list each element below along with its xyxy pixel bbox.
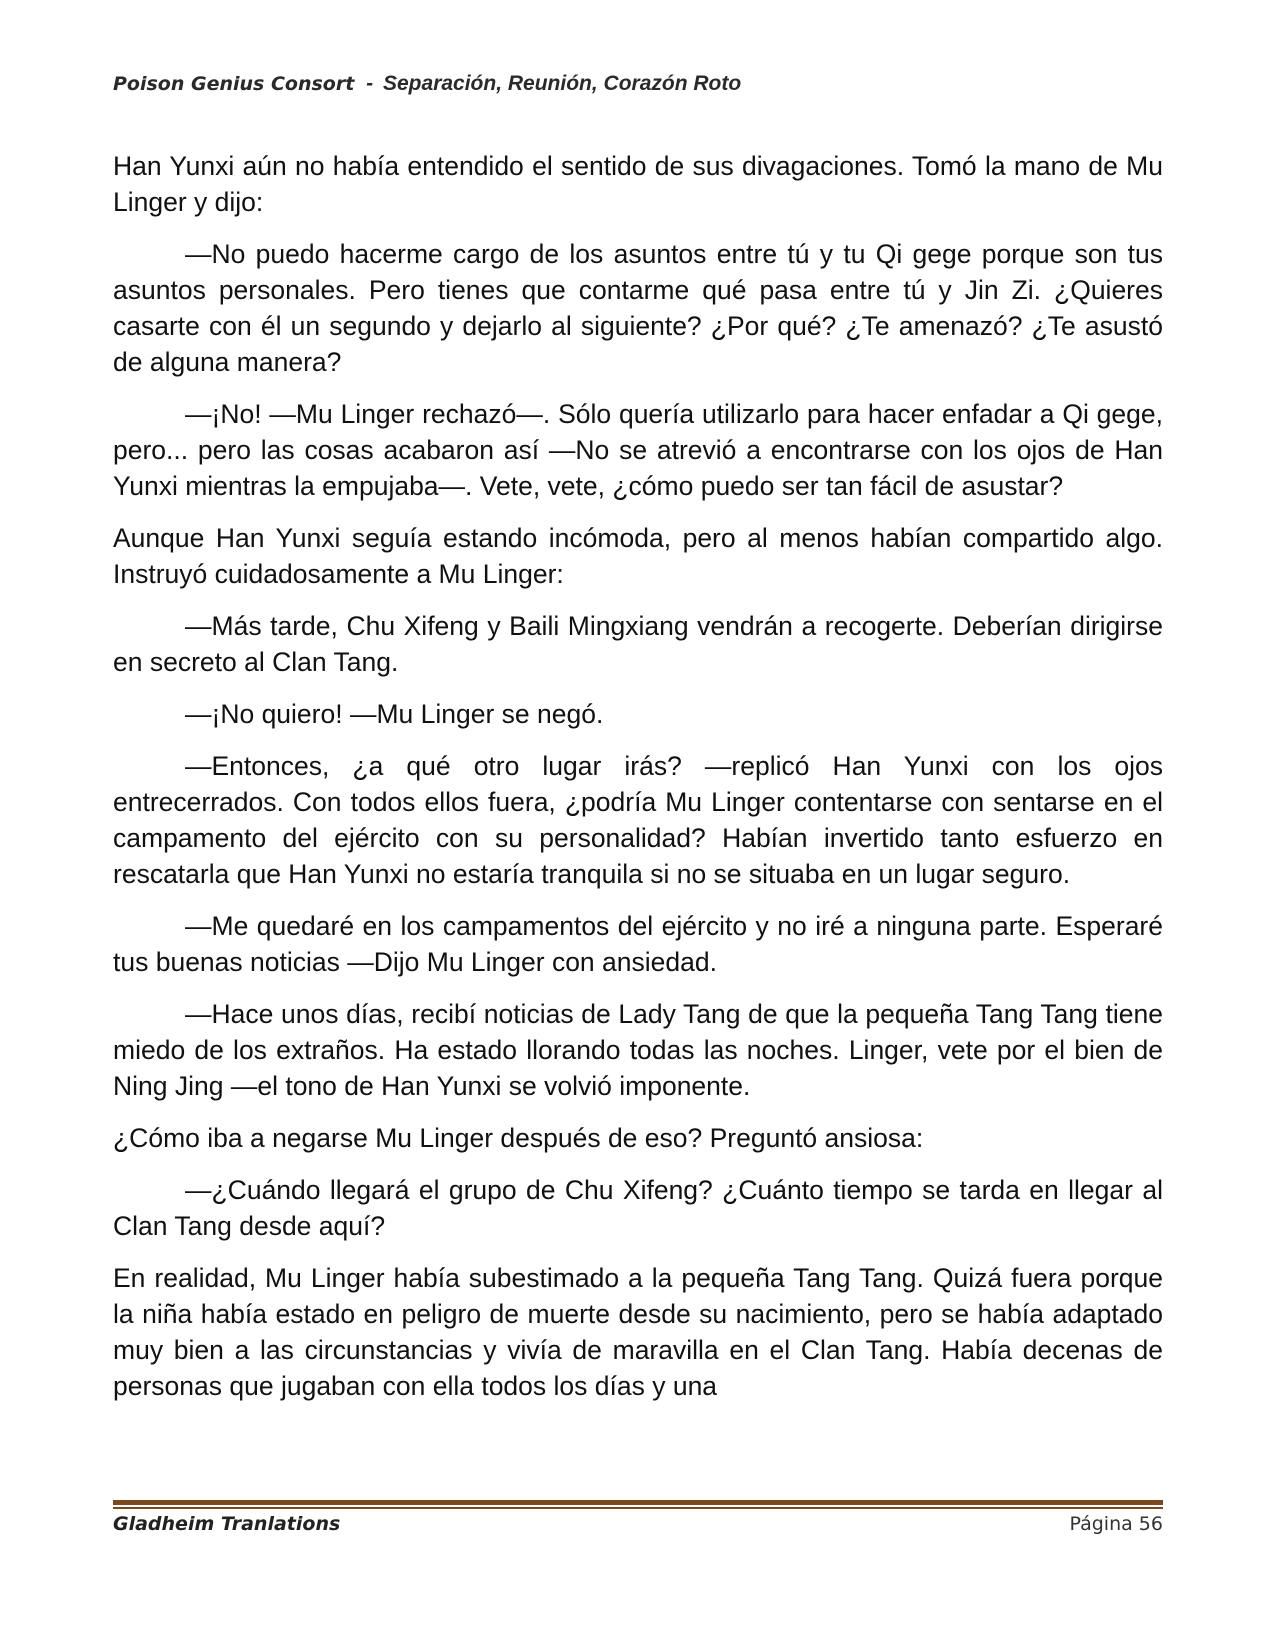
footer-divider-thick <box>113 1500 1163 1505</box>
paragraph: —¡No quiero! —Mu Linger se negó. <box>185 699 604 729</box>
paragraph: —Hace unos días, recibí noticias de Lady Tang de que la pequeña Tang Tang tiene miedo de los extraños. Ha estado llorando todas las noches. Linger, vete por el bien de Ning Jing —el tono de Han Yunxi se volvió imponente. <box>113 999 1163 1101</box>
paragraph: ¿Cómo iba a negarse Mu Linger después de eso? Preguntó ansiosa: <box>113 1123 924 1153</box>
book-title: Poison Genius Consort <box>113 73 355 95</box>
paragraph: En realidad, Mu Linger había subestimado a la pequeña Tang Tang. Quizá fuera porque la niña había estado en peligro de muerte desde su nacimiento, pero se había adaptado muy bien a las circunstancias y vivía de maravilla en el Clan Tang. Había decenas de personas que jugaban con ella todos los días y una <box>113 1263 1163 1401</box>
paragraph: —Más tarde, Chu Xifeng y Baili Mingxiang vendrán a recogerte. Deberían dirigirse en secreto al Clan Tang. <box>113 611 1163 677</box>
page-header <box>113 72 1163 96</box>
paragraph: —Me quedaré en los campamentos del ejército y no iré a ninguna parte. Esperaré tus buenas noticias —Dijo Mu Linger con ansiedad. <box>113 911 1163 977</box>
paragraph: —No puedo hacerme cargo de los asuntos entre tú y tu Qi gege porque son tus asuntos personales. Pero tienes que contarme qué pasa entre tú y Jin Zi. ¿Quieres casarte con él un segundo y dejarlo al siguiente? ¿Por qué? ¿Te amenazó? ¿Te asustó de alguna manera? <box>113 239 1163 377</box>
footer-publisher: Gladheim Tranlations <box>113 1513 341 1535</box>
paragraph: —¡No! —Mu Linger rechazó—. Sólo quería utilizarlo para hacer enfadar a Qi gege, pero... pero las cosas acabaron así —No se atrevió a encontrarse con los ojos de Han Yunxi mientras la empujaba—. Vete, vete, ¿cómo puedo ser tan fácil de asustar? <box>113 399 1163 501</box>
page-number: Página 56 <box>1069 1513 1163 1535</box>
footer-divider-thin <box>113 1507 1163 1509</box>
chapter-title: Separación, Reunión, Corazón Roto <box>383 72 742 95</box>
paragraph: —¿Cuándo llegará el grupo de Chu Xifeng? ¿Cuánto tiempo se tarda en llegar al Clan Tang desde aquí? <box>113 1175 1163 1241</box>
header-separator: - <box>366 72 374 95</box>
footer-divider <box>113 1500 1163 1509</box>
paragraph: Aunque Han Yunxi seguía estando incómoda, pero al menos habían compartido algo. Instruyó cuidadosamente a Mu Linger: <box>113 523 1163 589</box>
paragraph: Han Yunxi aún no había entendido el sentido de sus divagaciones. Tomó la mano de Mu Linger y dijo: <box>113 151 1163 217</box>
page-body <box>113 148 1163 1420</box>
paragraph: —Entonces, ¿a qué otro lugar irás? —replicó Han Yunxi con los ojos entrecerrados. Con todos ellos fuera, ¿podría Mu Linger contentarse con sentarse en el campamento del ejército con su personalidad? Habían invertido tanto esfuerzo en rescatarla que Han Yunxi no estaría tranquila si no se situaba en un lugar seguro. <box>113 751 1163 889</box>
